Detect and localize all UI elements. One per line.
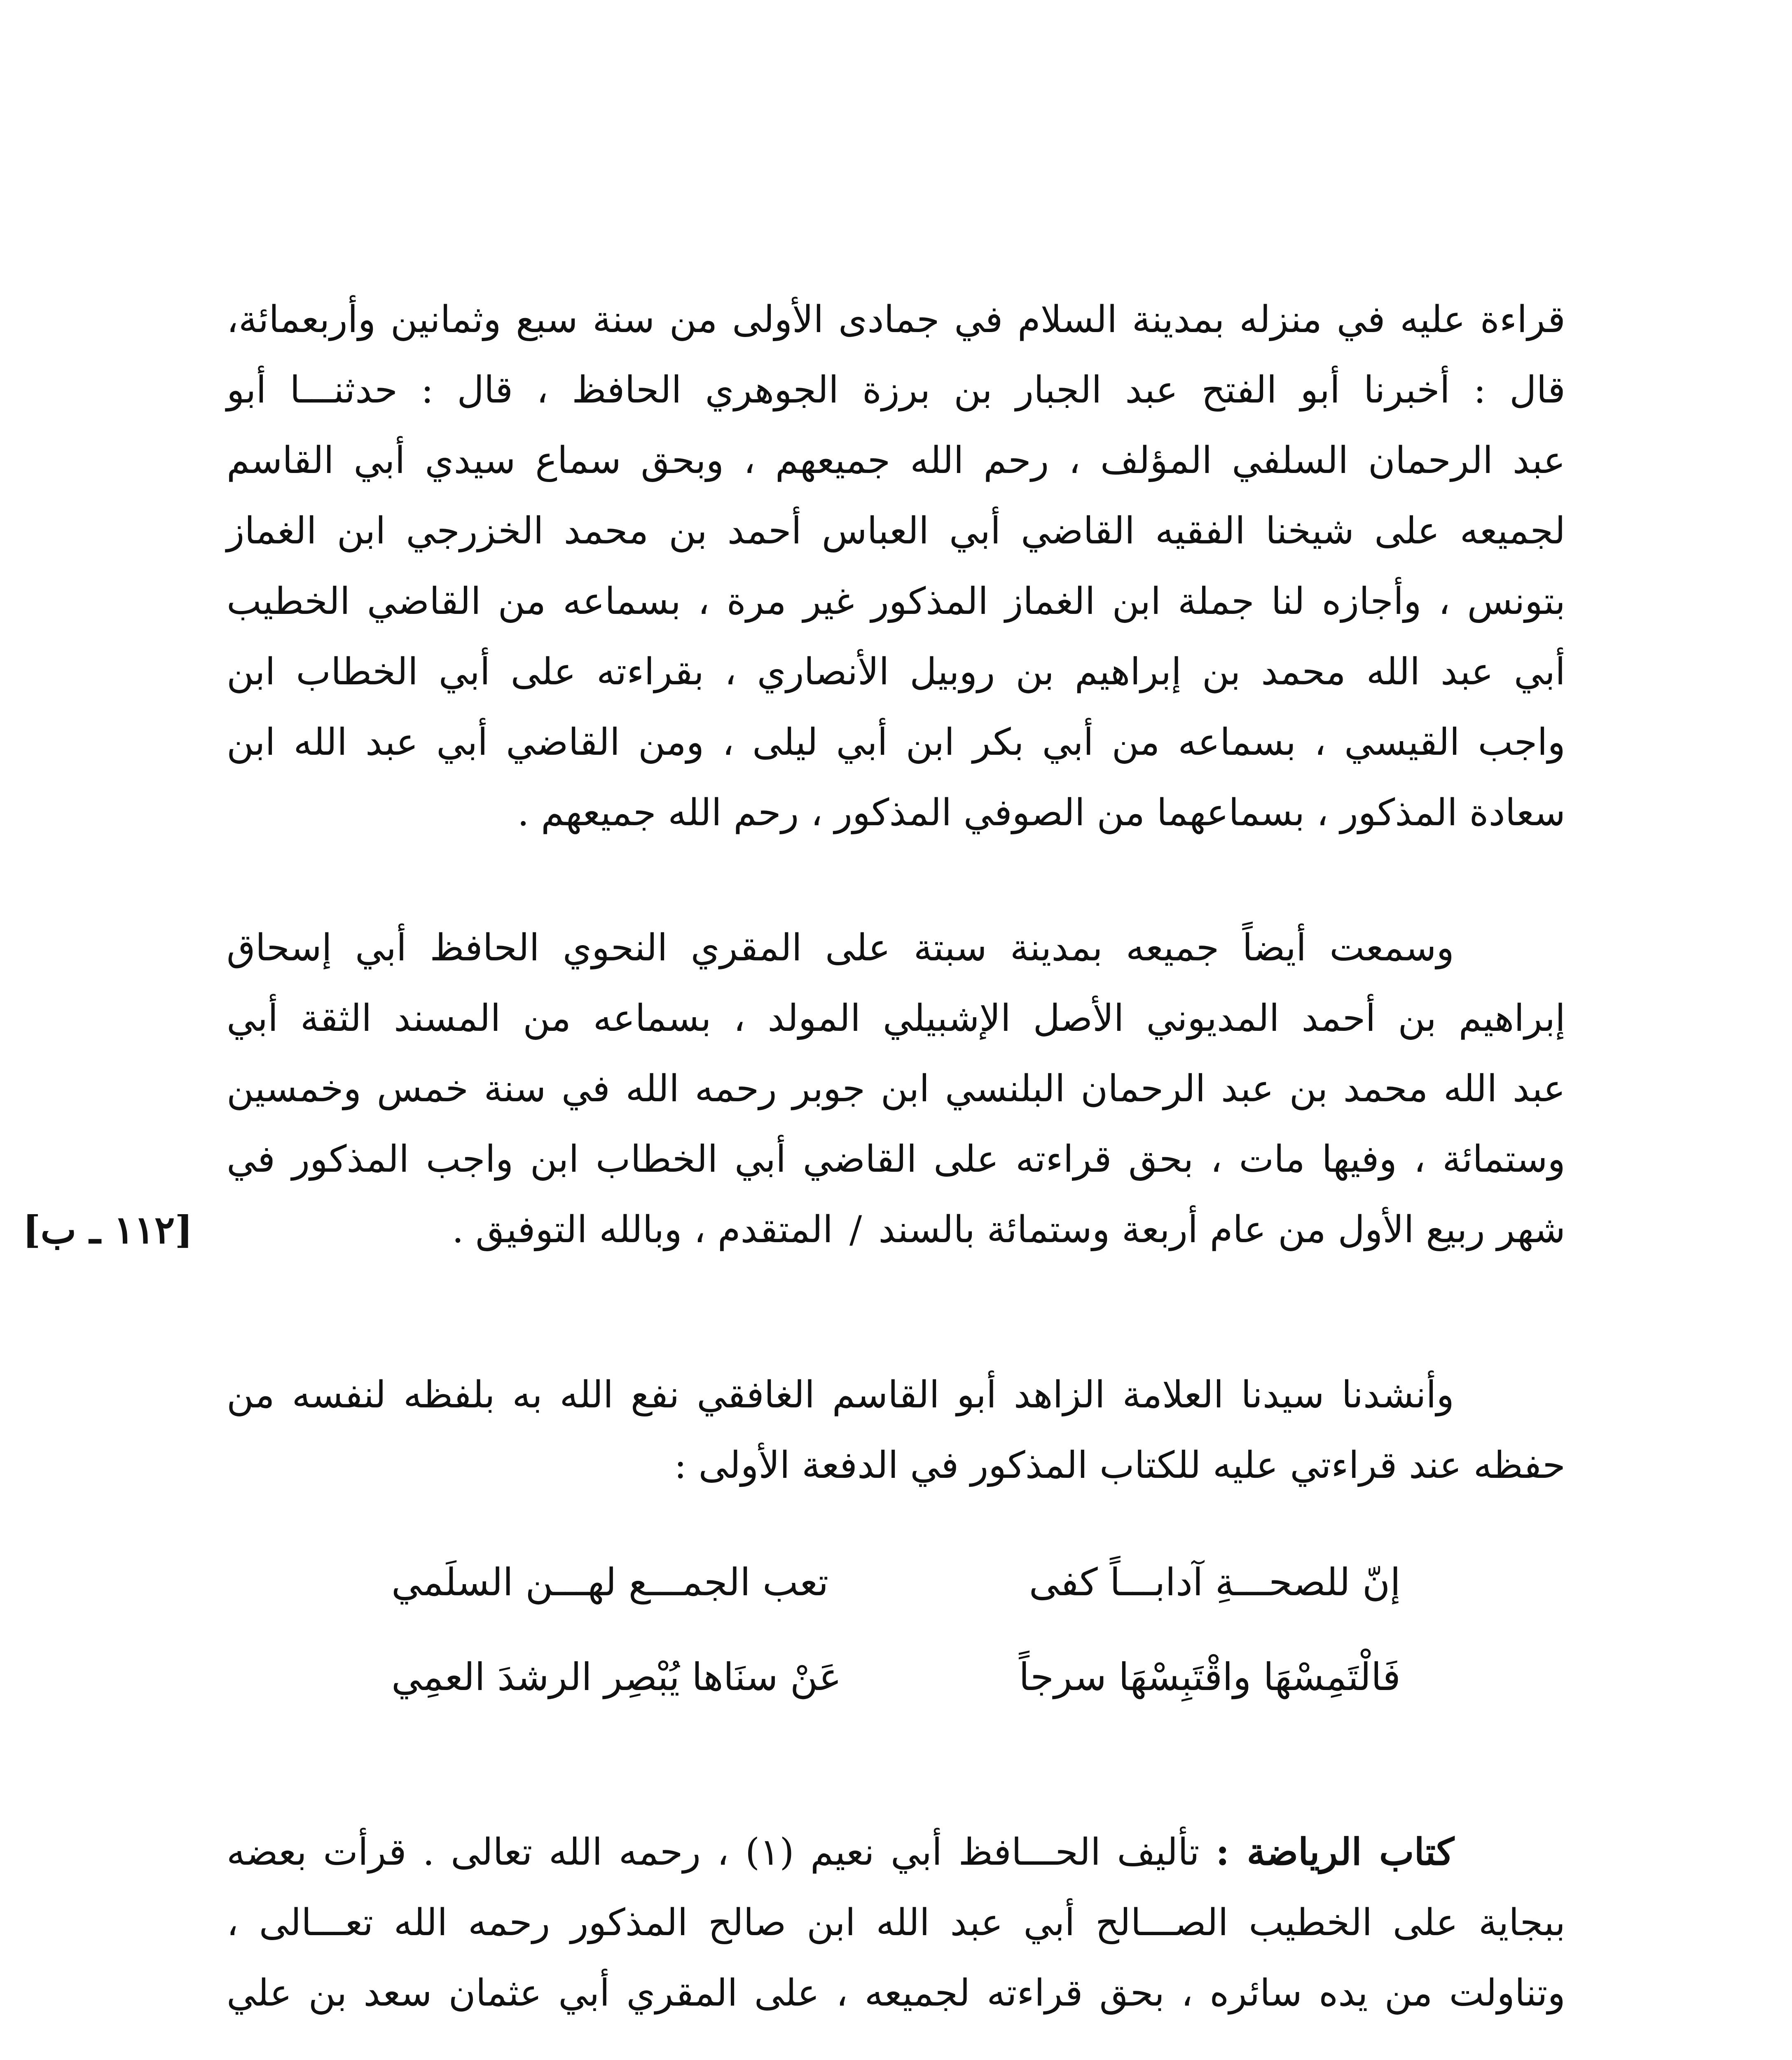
- text-segment: شهر ربيع الأول من عام أربعة وستمائة بالسند: [878, 1208, 1565, 1251]
- section-heading: كتاب الرياضة :: [1216, 1830, 1454, 1874]
- text-segment: تأليف الحـــافظ أبي نعيم (١) ، رحمه الله تعالى . قرأت بعضه: [227, 1831, 1200, 1874]
- text-line: ببجاية على الخطيب الصـــالح أبي عبد الله ابن صالح المذكور رحمه الله تعـــالى ،: [227, 1901, 1565, 1944]
- paragraph-3: [227, 1360, 1565, 1501]
- text-line: وتناولت من يده سائره ، بحق قراءته لجميعه ، على المقري أبي عثمان سعد بن علي: [227, 1971, 1565, 2015]
- margin-folio-reference: [١١٢ ـ ب]: [23, 1208, 193, 1252]
- page-break-slash: /: [849, 1208, 862, 1251]
- text-line: وأنشدنا سيدنا العلامة الزاهد أبو القاسم الغافقي نفع الله به بلفظه لنفسه من: [227, 1373, 1454, 1416]
- text-line: سعادة المذكور ، بسماعهما من الصوفي المذكور ، رحم الله جميعهم .: [517, 791, 1565, 834]
- verse-2: [391, 1642, 1401, 1712]
- text-line: بتونس ، وأجازه لنا جملة ابن الغماز المذكور غير مرة ، بسماعه من القاضي الخطيب: [227, 580, 1565, 623]
- text-line: عبد الرحمان السلفي المؤلف ، رحم الله جميعهم ، وبحق سماع سيدي أبي القاسم: [227, 439, 1565, 482]
- verse-second-hemistich: تعب الجمـــع لهـــن السلَمي: [391, 1560, 829, 1604]
- verse-second-hemistich: عَنْ سنَاها يُبْصِر الرشدَ العمِي: [391, 1655, 842, 1699]
- verse-first-hemistich: إنّ للصحـــةِ آدابـــاً كفى: [1029, 1560, 1401, 1604]
- text-line: قراءة عليه في منزله بمدينة السلام في جمادى الأولى من سنة سبع وثمانين وأربعمائة،: [227, 298, 1565, 341]
- text-line: وستمائة ، وفيها مات ، بحق قراءته على القاضي أبي الخطاب ابن واجب المذكور في: [227, 1138, 1565, 1181]
- verse-first-hemistich: فَالْتَمِسْهَا واقْتَبِسْهَا سرجاً: [1019, 1655, 1401, 1699]
- paragraph-4: [227, 1817, 1565, 2028]
- text-line: قال : أخبرنا أبو الفتح عبد الجبار بن برزة الجوهري الحافظ ، قال : حدثنـــا أبو: [227, 368, 1565, 412]
- paragraph-2: [227, 913, 1565, 1265]
- verse-1: [391, 1547, 1401, 1618]
- text-line: واجب القيسي ، بسماعه من أبي بكر ابن أبي ليلى ، ومن القاضي أبي عبد الله ابن: [227, 721, 1565, 764]
- text-segment: المتقدم ، وبالله التوفيق .: [452, 1208, 833, 1251]
- text-line: عبد الله محمد بن عبد الرحمان البلنسي ابن جوبر رحمه الله في سنة خمس وخمسين: [227, 1067, 1565, 1110]
- text-line: إبراهيم بن أحمد المديوني الأصل الإشبيلي المولد ، بسماعه من المسند الثقة أبي: [227, 997, 1565, 1040]
- text-line: وسمعت أيضاً جميعه بمدينة سبتة على المقري النحوي الحافظ أبي إسحاق: [227, 926, 1454, 969]
- paragraph-1: [227, 284, 1565, 848]
- text-line: حفظه عند قراءتي عليه للكتاب المذكور في الدفعة الأولى :: [674, 1444, 1565, 1487]
- text-line-with-heading: [227, 1817, 1565, 1887]
- text-line: لجميعه على شيخنا الفقيه القاضي أبي العباس أحمد بن محمد الخزرجي ابن الغماز: [227, 509, 1566, 552]
- text-line-with-page-break: [227, 1194, 1565, 1265]
- text-line: أبي عبد الله محمد بن إبراهيم بن روبيل الأنصاري ، بقراءته على أبي الخطاب ابن: [227, 650, 1565, 693]
